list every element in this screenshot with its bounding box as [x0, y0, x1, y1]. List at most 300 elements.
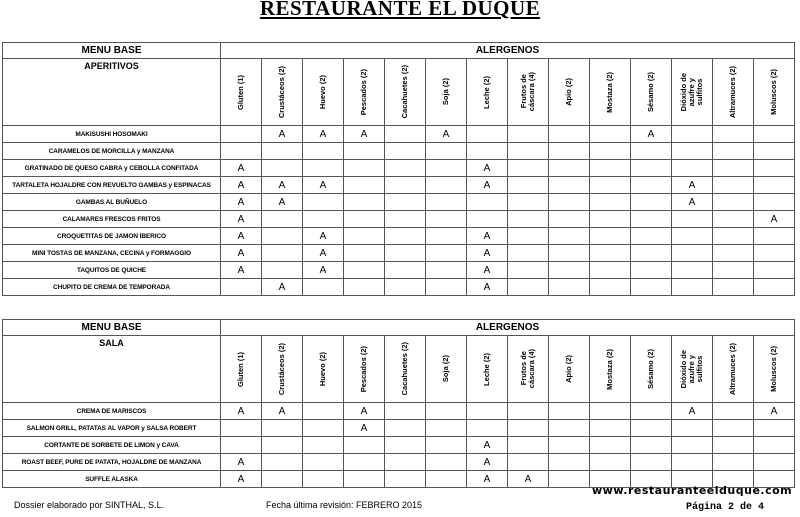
allergen-column-header — [549, 59, 590, 126]
allergen-cell — [508, 160, 549, 177]
allergen-cell — [631, 177, 672, 194]
allergen-column-header — [549, 336, 590, 403]
allergen-column-header — [385, 336, 426, 403]
allergen-cell — [549, 126, 590, 143]
allergen-cell: A — [467, 454, 508, 471]
allergen-cell: A — [221, 471, 262, 488]
allergen-cell: A — [262, 279, 303, 296]
allergen-column-header — [754, 336, 795, 403]
allergen-table-aperitivos — [2, 42, 795, 296]
allergen-cell — [344, 194, 385, 211]
allergen-cell — [508, 403, 549, 420]
allergen-cell: A — [303, 126, 344, 143]
allergen-label: Dióxido de azufre y sulfitos — [679, 349, 704, 389]
allergen-cell — [549, 245, 590, 262]
allergen-cell — [221, 437, 262, 454]
allergen-cell — [262, 420, 303, 437]
allergen-cell — [754, 262, 795, 279]
allergen-column-header — [590, 336, 631, 403]
allergen-cell — [467, 211, 508, 228]
allergen-cell — [385, 228, 426, 245]
allergen-cell — [303, 437, 344, 454]
allergen-cell — [631, 245, 672, 262]
allergen-cell — [672, 454, 713, 471]
allergen-label: Crustáceos (2) — [277, 342, 286, 396]
allergen-cell: A — [754, 211, 795, 228]
allergen-cell — [467, 420, 508, 437]
allergen-cell — [590, 211, 631, 228]
allergen-cell: A — [344, 420, 385, 437]
allergen-cell — [262, 437, 303, 454]
allergen-cell — [590, 160, 631, 177]
allergen-cell — [426, 403, 467, 420]
allergen-cell — [713, 126, 754, 143]
allergen-cell — [303, 403, 344, 420]
allergen-cell: A — [426, 126, 467, 143]
allergen-cell — [754, 228, 795, 245]
allergen-cell — [385, 194, 426, 211]
allergen-cell — [754, 143, 795, 160]
table-row — [3, 211, 795, 228]
allergen-cell — [426, 211, 467, 228]
allergen-cell — [344, 245, 385, 262]
allergen-cell — [549, 177, 590, 194]
allergen-label: Moluscos (2) — [769, 69, 778, 115]
allergen-cell — [631, 160, 672, 177]
dish-name: MINI TOSTAS DE MANZANA, CECINA y FORMAGGIO — [3, 245, 221, 262]
allergen-cell — [426, 420, 467, 437]
table-row — [3, 126, 795, 143]
allergen-column-header — [262, 59, 303, 126]
allergen-cell — [631, 194, 672, 211]
allergen-cell — [344, 262, 385, 279]
allergen-label: Leche (2) — [482, 75, 491, 109]
allergen-cell — [713, 194, 754, 211]
allergen-cell — [713, 454, 754, 471]
allergen-cell — [344, 228, 385, 245]
allergen-column-header — [672, 336, 713, 403]
table-row — [3, 403, 795, 420]
allergen-column-header — [303, 59, 344, 126]
allergen-cell: A — [262, 403, 303, 420]
allergen-cell — [385, 437, 426, 454]
allergen-cell — [467, 403, 508, 420]
allergen-cell: A — [754, 403, 795, 420]
allergen-cell — [590, 126, 631, 143]
allergen-cell — [672, 437, 713, 454]
allergen-cell — [467, 126, 508, 143]
allergen-cell — [631, 437, 672, 454]
allergen-label: Leche (2) — [482, 352, 491, 386]
dish-name: GRATINADO DE QUESO CABRA y CEBOLLA CONFITADA — [3, 160, 221, 177]
allergen-cell: A — [303, 245, 344, 262]
allergen-cell — [631, 143, 672, 160]
allergen-cell — [344, 437, 385, 454]
allergen-cell: A — [467, 262, 508, 279]
allergen-cell — [508, 454, 549, 471]
page-title: RESTAURANTE EL DUQUE — [259, 0, 541, 20]
allergen-column-header — [631, 336, 672, 403]
allergen-cell — [631, 279, 672, 296]
allergen-cell: A — [262, 194, 303, 211]
allergen-cell — [713, 177, 754, 194]
allergen-cell — [508, 437, 549, 454]
allergen-cell: A — [262, 126, 303, 143]
dish-name: CARAMELOS DE MORCILLA y MANZANA — [3, 143, 221, 160]
allergen-label: Cacahuetes (2) — [400, 65, 409, 119]
allergen-cell: A — [262, 177, 303, 194]
table-row — [3, 160, 795, 177]
allergen-cell — [344, 211, 385, 228]
allergen-label: Cacahuetes (2) — [400, 342, 409, 396]
dish-name: TAQUITOS DE QUICHE — [3, 262, 221, 279]
allergen-cell — [221, 279, 262, 296]
allergen-cell: A — [672, 194, 713, 211]
allergen-cell — [549, 471, 590, 488]
allergen-cell: A — [467, 245, 508, 262]
allergen-cell: A — [344, 126, 385, 143]
allergen-label: Frutos de cáscara (4) — [519, 72, 536, 112]
allergen-cell — [303, 143, 344, 160]
allergen-label: Gluten (1) — [236, 351, 245, 387]
allergen-cell — [426, 194, 467, 211]
allergen-column-header — [508, 336, 549, 403]
allergen-label: Soja (2) — [441, 78, 450, 106]
allergen-cell — [344, 177, 385, 194]
allergen-cell — [344, 279, 385, 296]
allergen-cell: A — [344, 403, 385, 420]
allergen-label: Soja (2) — [441, 355, 450, 383]
table-row — [3, 279, 795, 296]
allergen-cell — [385, 262, 426, 279]
allergen-cell: A — [467, 437, 508, 454]
allergen-label: Pescados (2) — [359, 345, 368, 393]
allergen-cell — [631, 262, 672, 279]
allergen-cell: A — [221, 177, 262, 194]
table-row — [3, 437, 795, 454]
allergen-cell — [303, 471, 344, 488]
allergen-column-header — [467, 59, 508, 126]
allergen-cell — [262, 262, 303, 279]
allergen-cell — [385, 211, 426, 228]
allergen-cell: A — [303, 228, 344, 245]
allergen-cell — [713, 245, 754, 262]
allergen-cell — [426, 177, 467, 194]
allergen-cell — [303, 279, 344, 296]
allergen-cell: A — [467, 279, 508, 296]
allergen-label: Mostaza (2) — [605, 71, 614, 113]
allergen-cell — [426, 245, 467, 262]
allergen-cell — [508, 211, 549, 228]
allergen-cell — [713, 403, 754, 420]
allergen-cell — [508, 143, 549, 160]
allergen-cell — [262, 228, 303, 245]
allergen-label: Apio (2) — [564, 355, 573, 383]
allergen-label: Sésamo (2) — [646, 71, 655, 113]
dish-name: ROAST BEEF, PURE DE PATATA, HOJALDRE DE MANZANA — [3, 454, 221, 471]
allergen-cell — [426, 471, 467, 488]
footer-revision-date: Fecha última revisión: FEBRERO 2015 — [266, 500, 423, 510]
allergen-cell — [713, 160, 754, 177]
dish-name: CORTANTE DE SORBETE DE LIMON y CAVA — [3, 437, 221, 454]
allergen-cell — [754, 194, 795, 211]
allergen-cell — [426, 160, 467, 177]
allergen-cell — [508, 126, 549, 143]
page-number: Página 2 de 4 — [686, 502, 765, 513]
allergen-column-header — [713, 336, 754, 403]
allergen-cell — [672, 126, 713, 143]
allergen-cell — [549, 160, 590, 177]
allergen-cell — [713, 420, 754, 437]
dish-name: CROQUETITAS DE JAMON IBERICO — [3, 228, 221, 245]
allergen-label: Altramuces (2) — [728, 342, 737, 396]
allergen-cell — [754, 437, 795, 454]
table-row — [3, 454, 795, 471]
allergen-label: Pescados (2) — [359, 68, 368, 116]
allergen-cell — [262, 143, 303, 160]
allergen-cell — [754, 126, 795, 143]
allergen-cell — [508, 262, 549, 279]
allergen-column-header — [262, 336, 303, 403]
allergen-column-header — [385, 59, 426, 126]
allergen-cell — [631, 420, 672, 437]
allergen-cell — [713, 143, 754, 160]
allergen-cell — [631, 454, 672, 471]
allergen-cell — [754, 245, 795, 262]
allergen-cell — [590, 420, 631, 437]
allergen-column-header — [344, 336, 385, 403]
allergen-cell — [549, 262, 590, 279]
allergen-label: Huevo (2) — [318, 351, 327, 387]
allergen-cell — [303, 211, 344, 228]
allergen-cell — [303, 454, 344, 471]
allergen-cell — [713, 211, 754, 228]
allergen-cell — [344, 471, 385, 488]
dish-name: CALAMARES FRESCOS FRITOS — [3, 211, 221, 228]
allergen-cell — [508, 177, 549, 194]
restaurant-website-link[interactable]: www.restauranteelduque.com — [592, 484, 793, 497]
allergen-cell — [590, 143, 631, 160]
allergen-column-header — [426, 59, 467, 126]
allergen-column-header — [344, 59, 385, 126]
allergen-cell — [303, 160, 344, 177]
allergens-header: ALERGENOS — [221, 320, 795, 336]
allergen-cell — [508, 228, 549, 245]
allergen-cell: A — [303, 262, 344, 279]
allergen-cell — [672, 228, 713, 245]
allergen-cell: A — [221, 245, 262, 262]
allergen-cell: A — [221, 228, 262, 245]
allergen-column-header — [754, 59, 795, 126]
allergen-cell — [549, 454, 590, 471]
dish-name: SUFFLE ALASKA — [3, 471, 221, 488]
allergen-column-header — [508, 59, 549, 126]
allergen-cell — [303, 194, 344, 211]
allergen-cell — [549, 437, 590, 454]
allergen-cell — [221, 143, 262, 160]
dish-name: CREMA DE MARISCOS — [3, 403, 221, 420]
table-row — [3, 262, 795, 279]
allergen-cell — [754, 279, 795, 296]
allergen-cell — [344, 143, 385, 160]
allergen-cell — [754, 420, 795, 437]
allergen-cell — [426, 454, 467, 471]
allergen-table-sala — [2, 319, 795, 488]
allergen-cell — [385, 420, 426, 437]
allergen-cell — [672, 160, 713, 177]
menu-base-header: MENU BASE — [3, 43, 221, 59]
allergen-cell — [508, 194, 549, 211]
allergen-cell — [672, 420, 713, 437]
allergen-cell — [590, 279, 631, 296]
allergen-cell: A — [631, 126, 672, 143]
allergen-cell — [385, 126, 426, 143]
allergen-cell — [303, 420, 344, 437]
allergen-cell: A — [467, 228, 508, 245]
allergen-cell — [549, 194, 590, 211]
allergen-cell — [221, 420, 262, 437]
table-row — [3, 228, 795, 245]
allergen-column-header — [303, 336, 344, 403]
allergen-cell: A — [467, 471, 508, 488]
allergen-cell — [426, 437, 467, 454]
allergen-cell — [385, 471, 426, 488]
allergens-header: ALERGENOS — [221, 43, 795, 59]
allergen-column-header — [672, 59, 713, 126]
allergen-label: Dióxido de azufre y sulfitos — [679, 72, 704, 112]
section-name: APERITIVOS — [3, 59, 221, 126]
allergen-cell: A — [672, 177, 713, 194]
allergen-label: Frutos de cáscara (4) — [519, 349, 536, 389]
allergen-cell — [221, 126, 262, 143]
allergen-cell — [385, 245, 426, 262]
allergen-cell — [590, 262, 631, 279]
allergen-cell — [262, 471, 303, 488]
menu-base-header: MENU BASE — [3, 320, 221, 336]
allergen-cell — [344, 454, 385, 471]
allergen-cell — [713, 228, 754, 245]
allergen-cell — [590, 403, 631, 420]
allergen-cell — [549, 211, 590, 228]
allergen-cell — [508, 279, 549, 296]
allergen-cell: A — [221, 262, 262, 279]
allergen-column-header — [631, 59, 672, 126]
allergen-cell — [713, 262, 754, 279]
allergen-column-header — [713, 59, 754, 126]
allergen-cell — [590, 177, 631, 194]
allergen-cell — [590, 194, 631, 211]
table-row — [3, 194, 795, 211]
allergen-label: Moluscos (2) — [769, 346, 778, 392]
allergen-cell — [426, 228, 467, 245]
allergen-cell — [590, 228, 631, 245]
allergen-cell: A — [303, 177, 344, 194]
allergen-cell — [385, 454, 426, 471]
allergen-cell — [590, 454, 631, 471]
allergen-cell: A — [221, 403, 262, 420]
allergen-cell — [549, 279, 590, 296]
allergen-cell — [672, 279, 713, 296]
allergen-cell — [631, 403, 672, 420]
allergen-cell — [631, 211, 672, 228]
allergen-label: Crustáceos (2) — [277, 65, 286, 119]
allergen-cell: A — [221, 194, 262, 211]
allergen-column-header — [590, 59, 631, 126]
dish-name: MAKISUSHI HOSOMAKI — [3, 126, 221, 143]
allergen-cell — [672, 211, 713, 228]
dish-name: SALMON GRILL, PATATAS AL VAPOR y SALSA ROBERT — [3, 420, 221, 437]
allergen-cell: A — [467, 177, 508, 194]
allergen-cell — [426, 279, 467, 296]
footer-author: Dossier elaborado por SINTHAL, S.L. — [14, 500, 165, 510]
allergen-cell — [262, 211, 303, 228]
allergen-cell — [467, 143, 508, 160]
allergen-label: Sésamo (2) — [646, 348, 655, 390]
allergen-column-header — [221, 59, 262, 126]
allergen-cell: A — [221, 454, 262, 471]
allergen-cell: A — [221, 160, 262, 177]
allergen-column-header — [426, 336, 467, 403]
allergen-cell — [262, 160, 303, 177]
allergen-label: Huevo (2) — [318, 74, 327, 110]
allergen-cell — [754, 177, 795, 194]
allergen-label: Apio (2) — [564, 78, 573, 106]
allergen-cell — [262, 454, 303, 471]
allergen-cell — [344, 160, 385, 177]
allergen-cell: A — [672, 403, 713, 420]
allergen-cell — [508, 245, 549, 262]
allergen-cell — [590, 245, 631, 262]
allergen-cell — [549, 228, 590, 245]
allergen-cell: A — [467, 160, 508, 177]
allergen-cell — [549, 143, 590, 160]
allergen-cell — [631, 228, 672, 245]
allergen-column-header — [221, 336, 262, 403]
allergen-column-header — [467, 336, 508, 403]
allergen-cell — [426, 143, 467, 160]
allergen-cell — [672, 245, 713, 262]
allergen-cell — [385, 403, 426, 420]
table-row — [3, 177, 795, 194]
allergen-cell — [385, 143, 426, 160]
dish-name: TARTALETA HOJALDRE CON REVUELTO GAMBAS y ESPINACAS — [3, 177, 221, 194]
allergen-cell — [590, 437, 631, 454]
allergen-cell: A — [221, 211, 262, 228]
table-row — [3, 245, 795, 262]
allergen-label: Mostaza (2) — [605, 348, 614, 390]
allergen-cell — [467, 194, 508, 211]
allergen-cell — [385, 279, 426, 296]
dish-name: GAMBAS AL BUÑUELO — [3, 194, 221, 211]
allergen-cell: A — [508, 471, 549, 488]
allergen-cell — [549, 420, 590, 437]
allergen-cell — [385, 160, 426, 177]
allergen-cell — [385, 177, 426, 194]
allergen-cell — [672, 143, 713, 160]
table-row — [3, 420, 795, 437]
allergen-label: Altramuces (2) — [728, 65, 737, 119]
allergen-label: Gluten (1) — [236, 74, 245, 110]
section-name: SALA — [3, 336, 221, 403]
allergen-cell — [754, 160, 795, 177]
dish-name: CHUPITO DE CREMA DE TEMPORADA — [3, 279, 221, 296]
allergen-cell — [426, 262, 467, 279]
allergen-cell — [713, 279, 754, 296]
allergen-cell — [549, 403, 590, 420]
allergen-cell — [672, 262, 713, 279]
allergen-cell — [262, 245, 303, 262]
allergen-cell — [508, 420, 549, 437]
